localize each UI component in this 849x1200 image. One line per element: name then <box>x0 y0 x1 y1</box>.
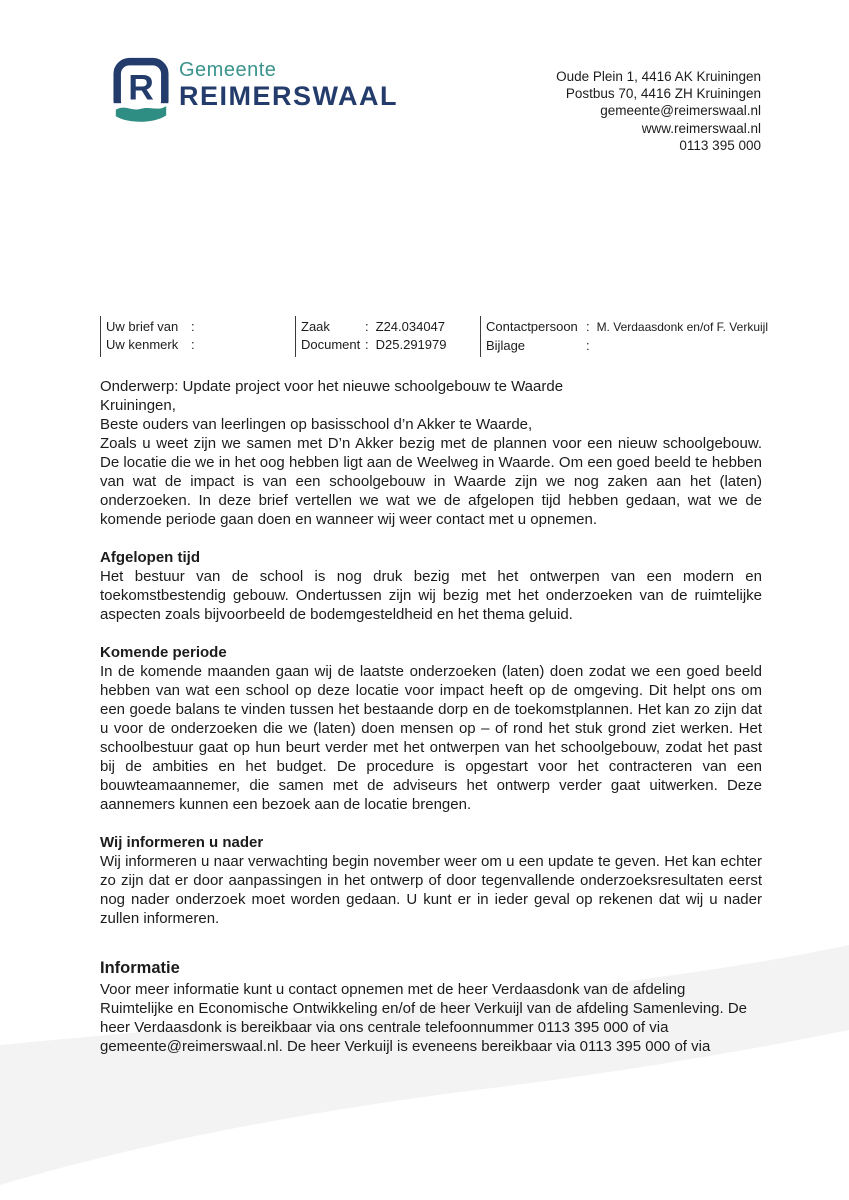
section-informatie <box>100 958 762 1056</box>
reference-col-your-letter <box>100 316 295 357</box>
section-paragraph: Voor meer informatie kunt u contact opnemen met de heer Verdaasdonk van de afdeling Ruimtelijke en Economische Ontwikkeling en/of de heer Verkuijl van de afdeling Samenleving. De heer Verdaasdonk is bereikbaar via ons centrale telefoonnummer 0113 395 000 of via gemeente@reimerswaal.nl. De heer Verkuijl is eveneens bereikbaar via 0113 395 000 of via <box>100 981 748 1055</box>
address-line-postbus: Postbus 70, 4416 ZH Kruiningen <box>565 86 761 102</box>
ref-colon: : <box>585 319 590 334</box>
salutation-line: Beste ouders van leerlingen op basisschool d’n Akker te Waarde, <box>100 416 533 433</box>
ref-colon: : <box>191 336 195 352</box>
address-line-phone: 0113 395 000 <box>679 137 761 153</box>
place-line: Kruiningen, <box>100 397 176 414</box>
address-line-street: Oude Plein 1, 4416 AK Kruiningen <box>556 69 761 84</box>
logo-wordmark <box>179 56 398 110</box>
ref-label: Document <box>301 336 361 352</box>
section-komende-periode <box>100 643 762 814</box>
section-paragraph: In de komende maanden gaan wij de laatste onderzoeken (laten) doen zodat we een goed beeld hebben van wat een school op deze locatie voor impact heeft op de omgeving. Dit helpt ons om een goede balans te vinden tussen het bestaande dorp en de toekomstplannen. Het kan zo zijn dat u voor de onderzoeken die we (laten) doen mensen op – of rond het stuk grond ziet werken. Het schoolbestuur gaat op hun beurt verder met het ontwerpen van het schoolgebouw, zodat het past bij de ambities en het budget. De procedure is opgestart voor het contracteren van een bouwteamaannemer, die samen met de adviseurs het ontwerp verder gaat uitwerken. Deze aannemers kunnen een bezoek aan de locatie brengen. <box>100 663 762 813</box>
ref-label: Uw kenmerk <box>106 336 179 352</box>
ref-value-zaaknummer: Z24.034047 <box>375 319 446 334</box>
reference-col-contact <box>480 316 768 357</box>
section-wij-informeren-u-nader <box>100 833 762 928</box>
ref-value-contactpersoon: M. Verdaasdonk en/of F. Verkuijl <box>596 320 768 334</box>
ref-colon: : <box>365 319 369 334</box>
intro-paragraph: Zoals u weet zijn we samen met D’n Akker bezig met de plannen voor een nieuw schoolgebouw. De locatie die we in het oog hebben ligt aan de Weelweg in Waarde. Om een goed beeld te hebben van wat de impact is van een schoolgebouw in Waarde zijn we nog zaken aan het (laten) onderzoeken. In deze brief vertellen we wat we de afgelopen tijd hebben gedaan, wat we de komende periode gaan doen en wanneer wij weer contact met u opnemen. <box>100 435 762 528</box>
section-heading: Komende periode <box>100 644 227 661</box>
ref-row-document <box>301 336 480 354</box>
ref-row-contactpersoon <box>486 318 768 337</box>
ref-colon: : <box>191 319 195 334</box>
logo-gemeente-text: Gemeente <box>179 59 277 81</box>
reference-block <box>100 316 768 357</box>
sender-address-block <box>556 68 761 154</box>
section-paragraph: Wij informeren u naar verwachting begin november weer om u een update te geven. Het kan echter zo zijn dat er door aanpassingen in het ontwerp of door tegenvallende onderzoeksresultaten eerst nog nader onderzoek moet worden gedaan. U kunt er in ieder geval op rekenen dat wij u nader zullen informeren. <box>100 853 762 927</box>
logo-reimerswaal-text: REIMERSWAAL <box>179 81 398 111</box>
letter-body <box>100 377 762 1056</box>
address-line-email: gemeente@reimerswaal.nl <box>600 103 761 119</box>
ref-row-uw-brief-van <box>106 318 295 336</box>
section-paragraph: Het bestuur van de school is nog druk bezig met het ontwerpen van een modern en toekomstbestendig gebouw. Ondertussen zijn wij bezig met het onderzoeken van de ruimtelijke aspecten zoals bijvoorbeeld de bodemgesteldheid en het thema geluid. <box>100 568 762 623</box>
ref-row-bijlage <box>486 337 768 355</box>
ref-colon: : <box>365 336 369 352</box>
ref-label: Contactpersoon <box>486 319 578 334</box>
ref-label: Bijlage <box>486 337 526 353</box>
ref-label: Zaak <box>301 319 330 334</box>
address-line-website: www.reimerswaal.nl <box>641 120 761 136</box>
section-heading: Afgelopen tijd <box>100 549 200 566</box>
ref-value-documentnummer: D25.291979 <box>375 336 447 352</box>
ref-row-zaak <box>301 318 480 336</box>
ref-colon: : <box>586 337 590 353</box>
ref-row-uw-kenmerk <box>106 336 295 354</box>
section-heading: Wij informeren u nader <box>100 834 264 851</box>
subject-line: Onderwerp: Update project voor het nieuwe schoolgebouw te Waarde <box>100 378 564 395</box>
section-heading: Informatie <box>100 959 180 977</box>
ref-label: Uw brief van <box>106 319 179 334</box>
reference-col-case <box>295 316 480 357</box>
reimerswaal-logo-icon <box>113 56 169 128</box>
municipality-logo <box>113 56 398 128</box>
section-afgelopen-tijd <box>100 548 762 624</box>
svg-text:R: R <box>128 67 154 108</box>
